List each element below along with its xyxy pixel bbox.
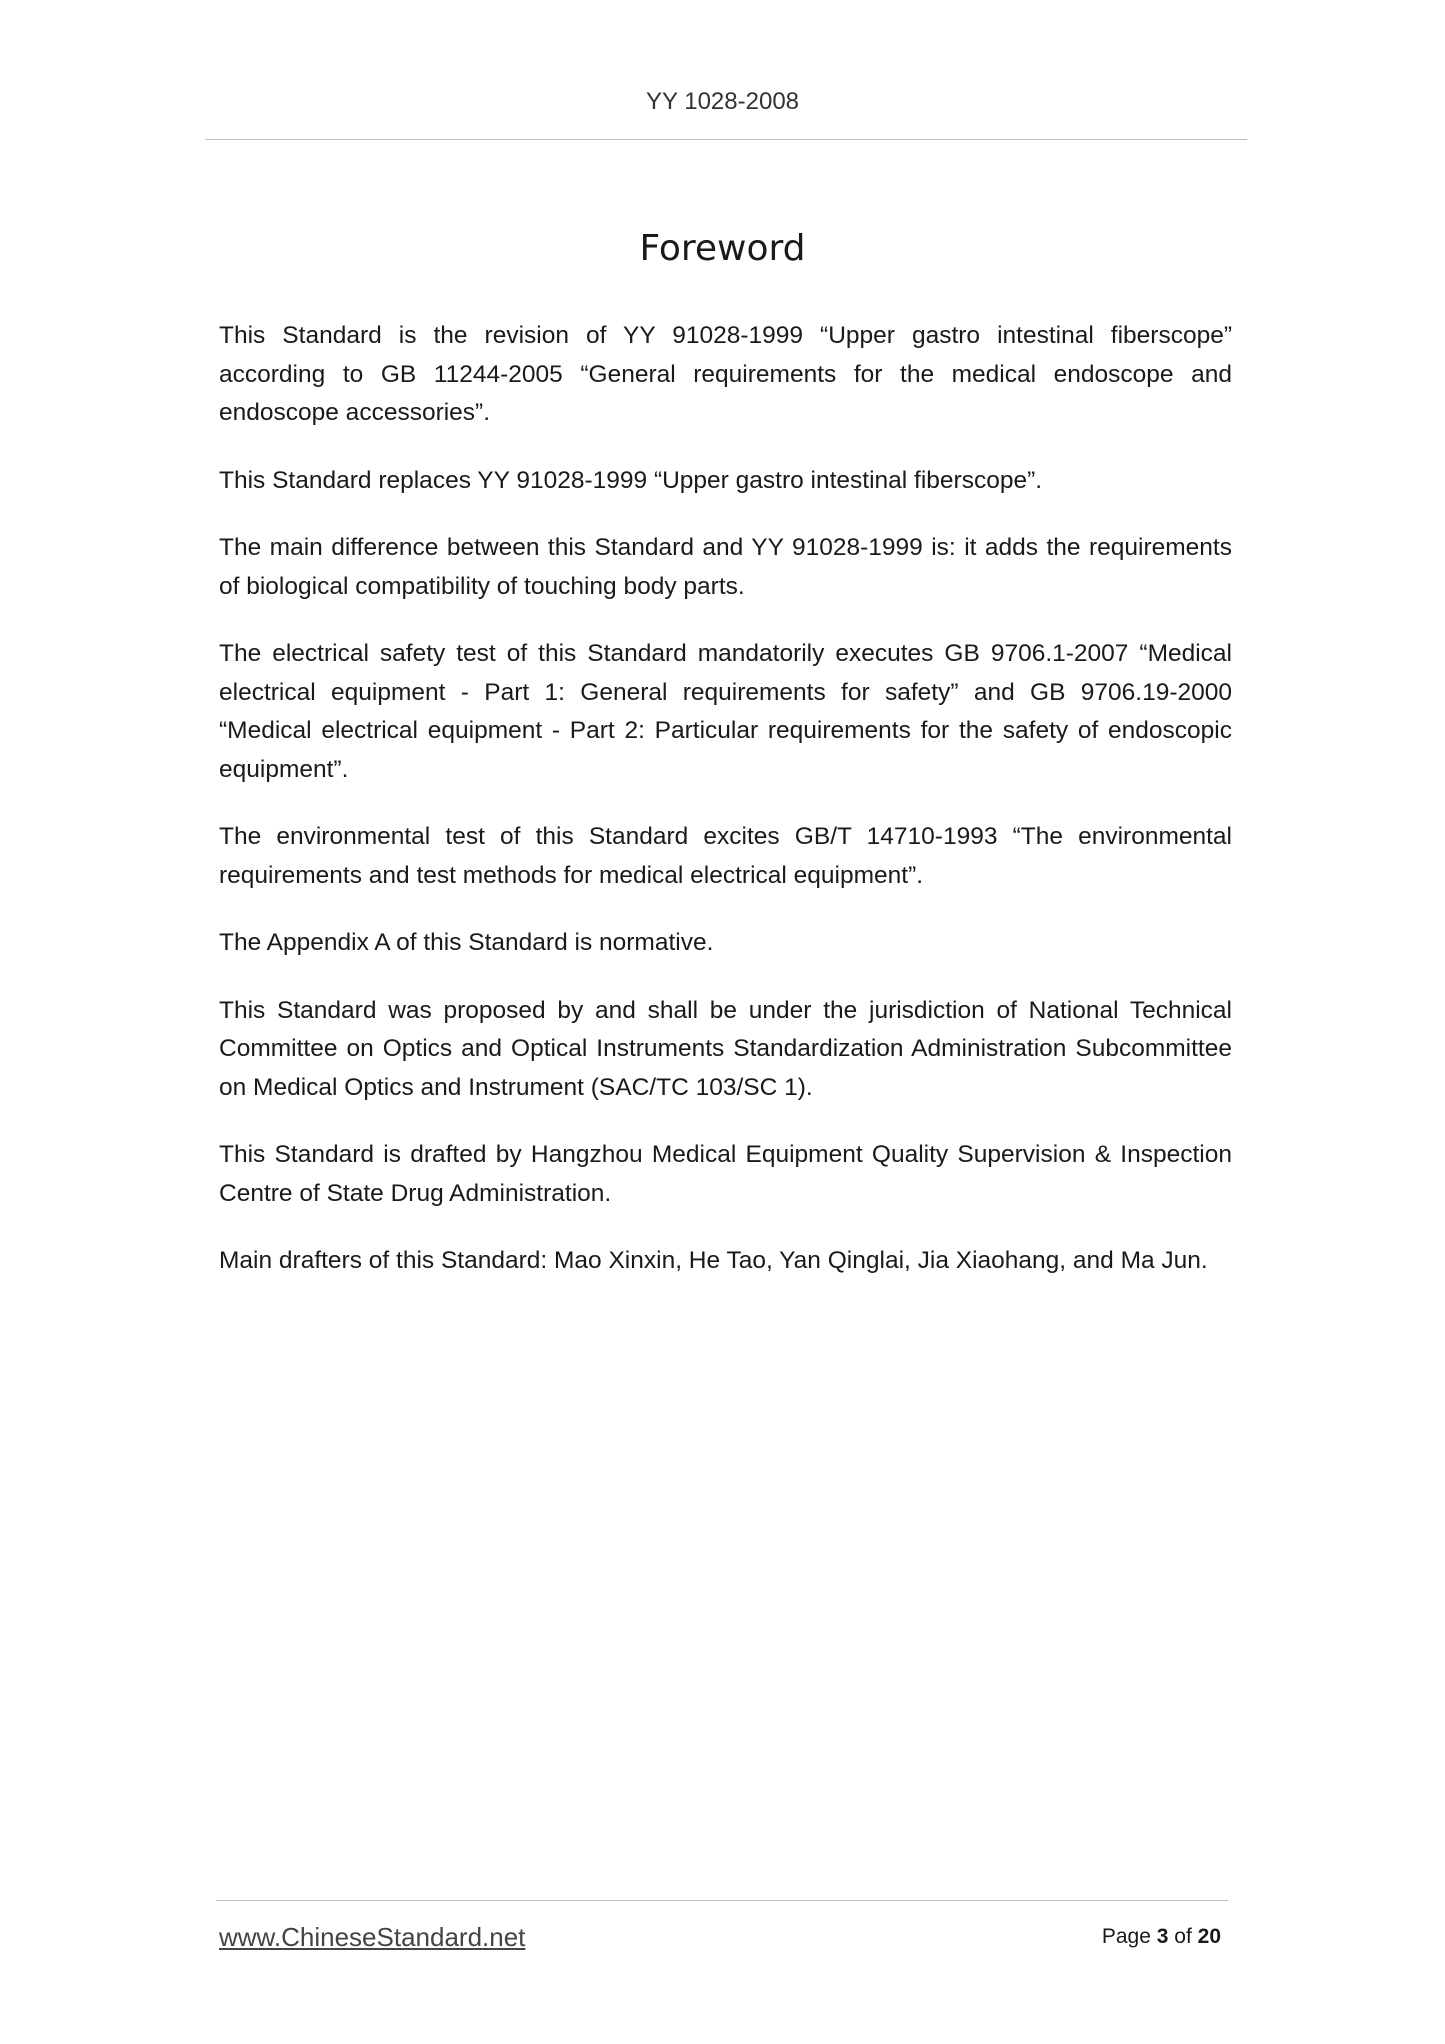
paragraph-electrical-safety: The electrical safety test of this Standard mandatorily executes GB 9706.1-2007 “Medical electrical equipment - Part 1: General requirements for safety” and GB 9706.19-2000 “Medical electrical equipment - Part 2: Particular requirements for the safety of endoscopic equipment”. bbox=[219, 640, 1232, 783]
header-divider bbox=[205, 139, 1247, 140]
page-number bbox=[1102, 1925, 1221, 1949]
paragraph-drafters: Main drafters of this Standard: Mao Xinxin, He Tao, Yan Qinglai, Jia Xiaohang, and Ma Jun. bbox=[219, 1247, 1208, 1274]
page-total: 20 bbox=[1197, 1925, 1221, 1948]
paragraph-drafted-by: This Standard is drafted by Hangzhou Medical Equipment Quality Supervision & Inspection Centre of State Drug Administration. bbox=[219, 1141, 1232, 1207]
page-prefix: Page bbox=[1101, 1925, 1151, 1948]
footer-divider bbox=[216, 1900, 1228, 1901]
page-of: of bbox=[1174, 1925, 1192, 1948]
paragraph-appendix: The Appendix A of this Standard is normative. bbox=[219, 929, 714, 956]
website-link[interactable]: www.ChineseStandard.net bbox=[219, 1922, 526, 1952]
paragraph-jurisdiction: This Standard was proposed by and shall be under the jurisdiction of National Technical Committee on Optics and Optical Instruments Standardization Administration Subcommittee on Medical Optics and Instrument (SAC/TC 103/SC 1). bbox=[219, 996, 1232, 1101]
paragraph-environmental-test: The environmental test of this Standard excites GB/T 14710-1993 “The environmental requirements and test methods for medical electrical equipment”. bbox=[219, 823, 1232, 889]
page-current: 3 bbox=[1156, 1925, 1169, 1948]
paragraph-replaces: This Standard replaces YY 91028-1999 “Upper gastro intestinal fiberscope”. bbox=[219, 466, 1043, 494]
page-title: Foreword bbox=[639, 228, 806, 269]
foreword-body bbox=[219, 317, 1232, 1310]
header-doc-code: YY 1028-2008 bbox=[645, 88, 800, 115]
paragraph-revision: This Standard is the revision of YY 91028-1999 “Upper gastro intestinal fiberscope” according to GB 11244-2005 “General requirements for the medical endoscope and endoscope accessories”. bbox=[219, 322, 1232, 426]
paragraph-main-difference: The main difference between this Standard and YY 91028-1999 is: it adds the requirements of biological compatibility of touching body parts. bbox=[219, 534, 1232, 600]
